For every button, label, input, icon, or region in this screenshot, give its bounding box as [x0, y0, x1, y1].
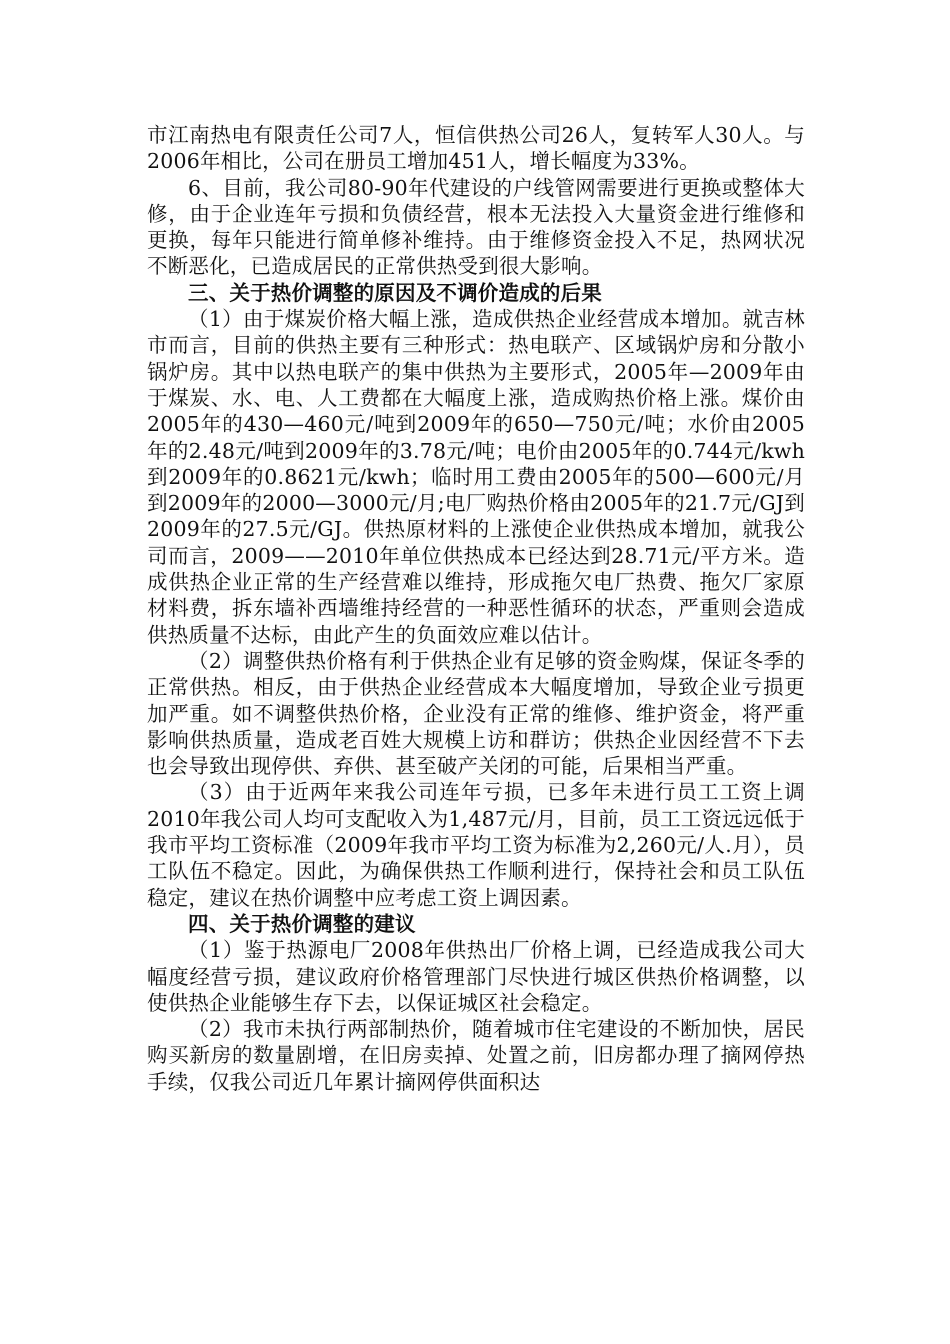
- paragraph-item-6: 6、目前，我公司80-90年代建设的户线管网需要进行更换或整体大修，由于企业连年亏损和负债经营，根本无法投入大量资金进行维修和更换，每年只能进行简单修补维持。由于维修资金投入不足，热网状况不断恶化，已造成居民的正常供热受到很大影响。: [147, 175, 805, 279]
- document-page: [147, 122, 805, 1095]
- section-heading-3: 三、关于热价调整的原因及不调价造成的后果: [188, 280, 602, 305]
- paragraph-reason-3: （3）由于近两年来我公司连年亏损，已多年未进行员工工资上调2010年我公司人均可支配收入为1,487元/月，目前，员工工资远远低于我市平均工资标准（2009年我市平均工资为标准为2,260元/人.月），员工队伍不稳定。因此，为确保供热工作顺利进行，保持社会和员工队伍稳定，建议在热价调整中应考虑工资上调因素。: [147, 780, 805, 910]
- paragraph-reason-2: （2）调整供热价格有利于供热企业有足够的资金购煤，保证冬季的正常供热。相反，由于供热企业经营成本大幅度增加，导致企业亏损更加严重。如不调整供热价格，企业没有正常的维修、维护资金，将严重影响供热质量，造成老百姓大规模上访和群访；供热企业因经营不下去也会导致出现停供、弃供、甚至破产关闭的可能，后果相当严重。: [147, 648, 805, 779]
- section-heading-4: 四、关于热价调整的建议: [188, 911, 416, 936]
- paragraph-reason-1: （1）由于煤炭价格大幅上涨，造成供热企业经营成本增加。就吉林市而言，目前的供热主要有三种形式：热电联产、区域锅炉房和分散小锅炉房。其中以热电联产的集中供热为主要形式，2005年—2009年由于煤炭、水、电、人工费都在大幅度上涨，造成购热价格上涨。煤价由2005年的430—460元/吨到2009年的650—750元/吨；水价由2005年的2.48元/吨到2009年的3.78元/吨；电价由2005年的0.744元/kwh到2009年的0.8621元/kwh；临时用工费由2005年的500—600元/月到2009年的2000—3000元/月;电厂购热价格由2005年的21.7元/GJ到2009年的27.5元/GJ。供热原材料的上涨使企业供热成本增加，就我公司而言，2009——2010年单位供热成本已经达到28.71元/平方米。造成供热企业正常的生产经营难以维持，形成拖欠电厂热费、拖欠厂家原材料费，拆东墙补西墙维持经营的一种恶性循环的状态，严重则会造成供热质量不达标，由此产生的负面效应难以估计。: [147, 307, 805, 647]
- paragraph-suggestion-1: （1）鉴于热源电厂2008年供热出厂价格上调，已经造成我公司大幅度经营亏损，建议政府价格管理部门尽快进行城区供热价格调整，以使供热企业能够生存下去，以保证城区社会稳定。: [147, 938, 805, 1015]
- paragraph-suggestion-2: （2）我市未执行两部制热价，随着城市住宅建设的不断加快，居民购买新房的数量剧增，在旧房卖掉、处置之前，旧房都办理了摘网停热手续，仅我公司近几年累计摘网停供面积达: [147, 1017, 805, 1094]
- paragraph-continuation: 市江南热电有限责任公司7人，恒信供热公司26人，复转军人30人。与2006年相比，公司在册员工增加451人，增长幅度为33%。: [147, 123, 805, 174]
